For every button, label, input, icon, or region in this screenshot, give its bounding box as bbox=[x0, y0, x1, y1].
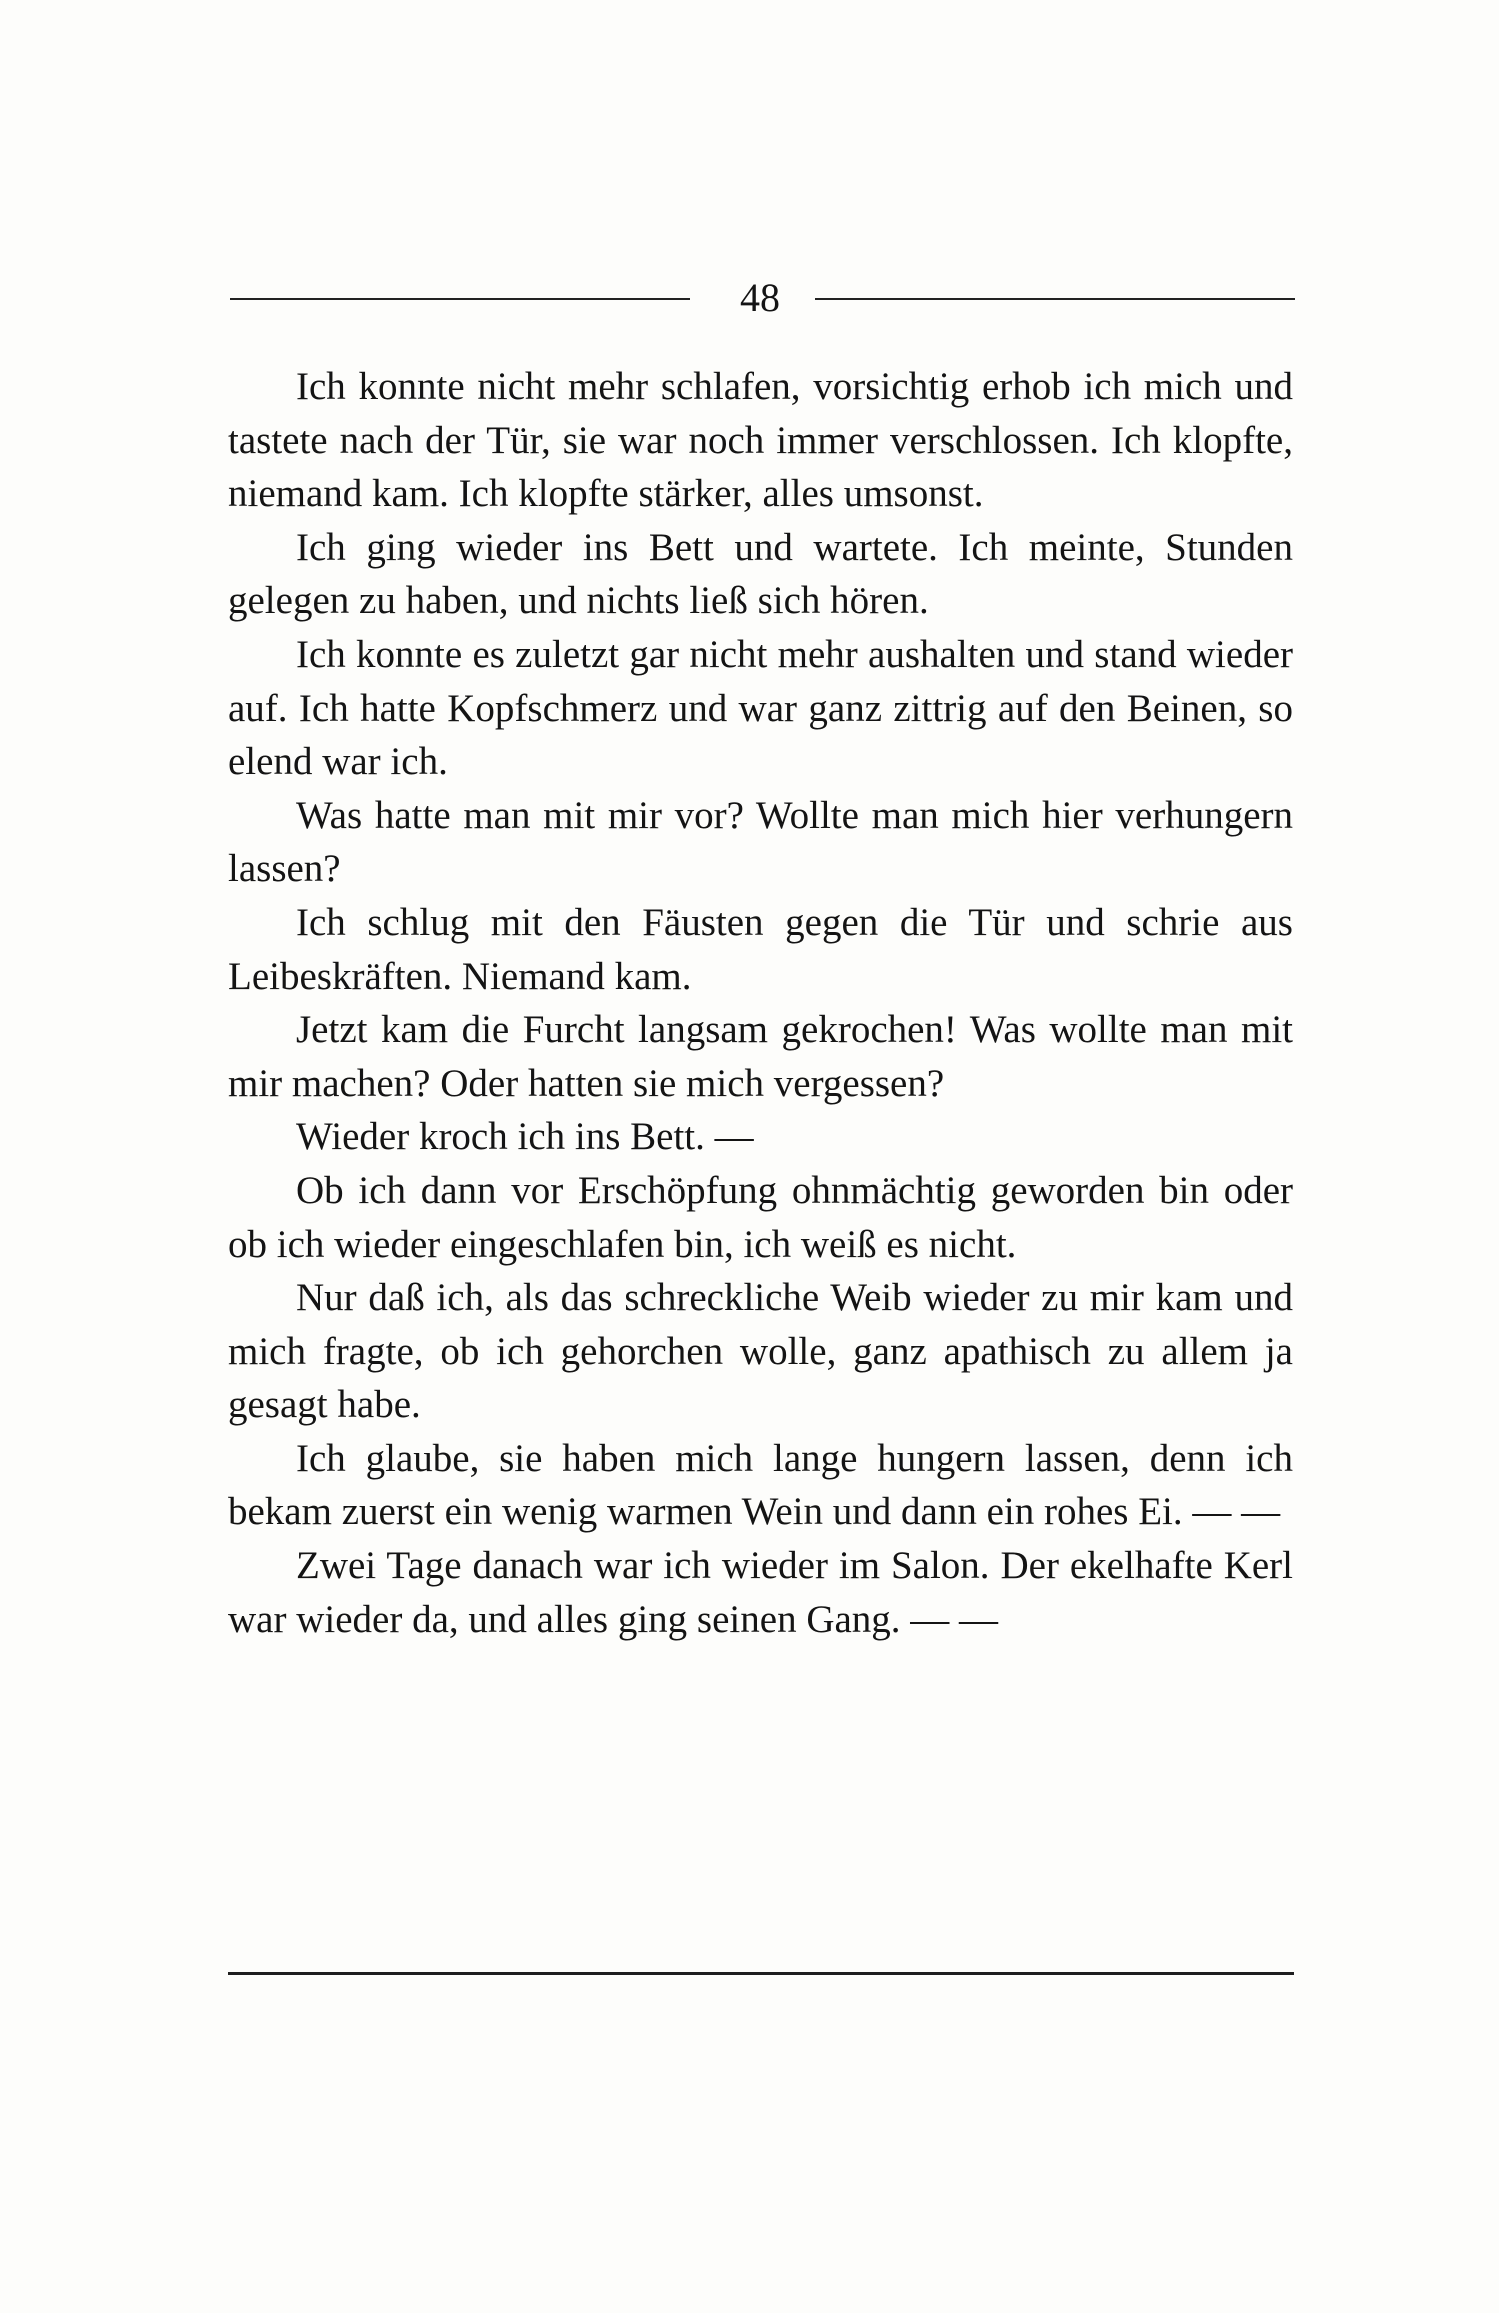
paragraph: Ich konnte es zuletzt gar nicht mehr aushalten und stand wieder auf. Ich hatte Kopfschmerz und war ganz zittrig auf den Beinen, so elend war ich. bbox=[228, 632, 1293, 784]
paragraph: Ich ging wieder ins Bett und wartete. Ich meinte, Stunden gelegen zu haben, und nichts ließ sich hören. bbox=[228, 525, 1293, 623]
paragraph: Ich konnte nicht mehr schlafen, vorsichtig erhob ich mich und tastete nach der Tür, sie war noch immer verschlossen. Ich klopfte, niemand kam. Ich klopfte stärker, alles umsonst. bbox=[228, 365, 1293, 516]
paragraph: Ich schlug mit den Fäusten gegen die Tür und schrie aus Leibeskräften. Niemand kam. bbox=[228, 900, 1293, 998]
page-header bbox=[230, 268, 1295, 328]
header-rule-right bbox=[815, 298, 1295, 300]
paragraph: Nur daß ich, als das schreckliche Weib wieder zu mir kam und mich fragte, ob ich gehorchen wolle, ganz apathisch zu allem ja gesagt habe. bbox=[228, 1276, 1293, 1427]
paragraph: Jetzt kam die Furcht langsam gekrochen! Was wollte man mit mir machen? Oder hatten sie mich vergessen? bbox=[228, 1008, 1293, 1105]
footer-rule bbox=[228, 1972, 1294, 1975]
paragraph: Was hatte man mit mir vor? Wollte man mich hier verhungern lassen? bbox=[228, 793, 1293, 891]
header-rule-left bbox=[230, 298, 690, 300]
paragraph: Zwei Tage danach war ich wieder im Salon. Der ekelhafte Kerl war wieder da, und alles ging seinen Gang. — — bbox=[228, 1544, 1293, 1641]
body-text bbox=[228, 360, 1293, 1646]
page-number: 48 bbox=[740, 275, 780, 320]
paragraph: Ob ich dann vor Erschöpfung ohnmächtig geworden bin oder ob ich wieder eingeschlafen bin, ich weiß es nicht. bbox=[228, 1168, 1293, 1266]
paragraph: Wieder kroch ich ins Bett. — bbox=[296, 1115, 754, 1159]
paragraph: Ich glaube, sie haben mich lange hungern lassen, denn ich bekam zuerst ein wenig warmen Wein und dann ein rohes Ei. — — bbox=[228, 1436, 1293, 1534]
